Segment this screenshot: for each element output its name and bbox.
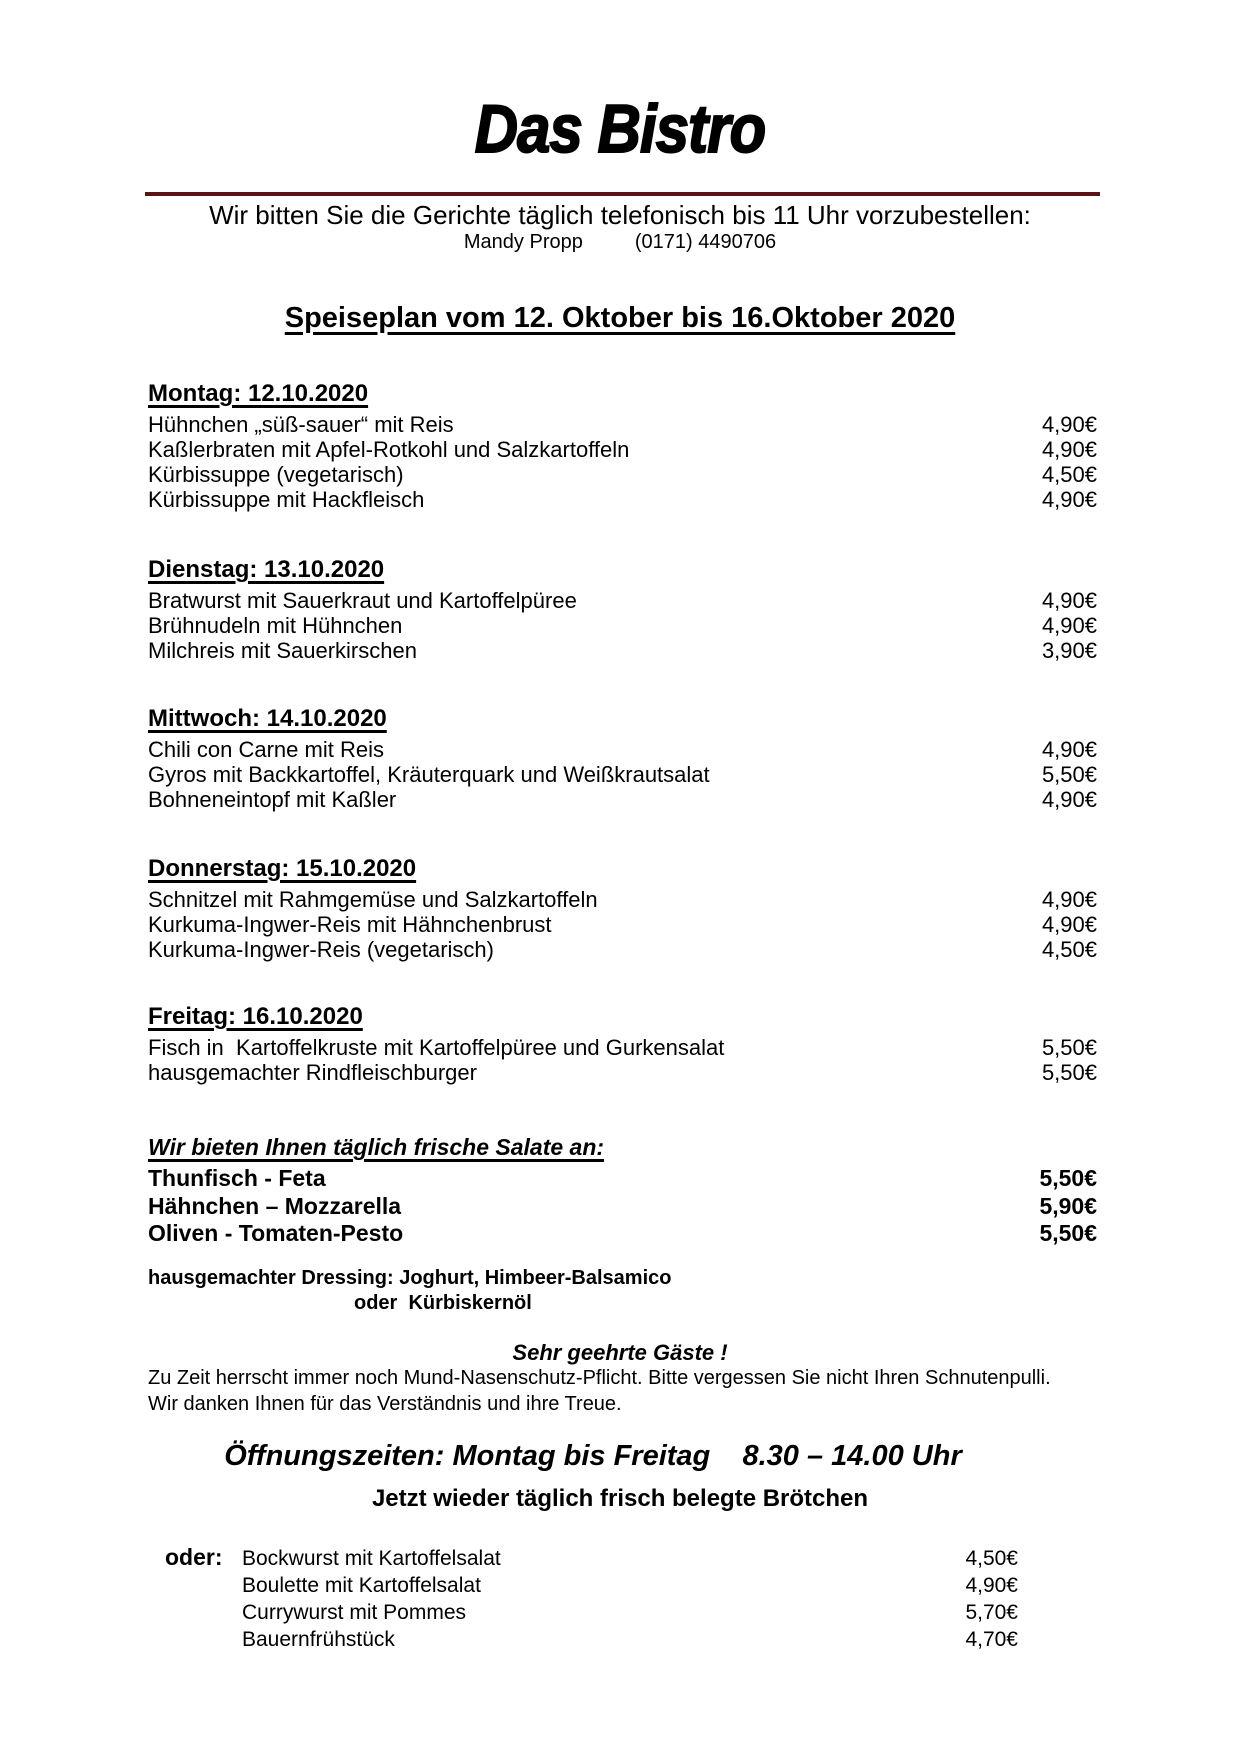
day-items [148, 588, 1097, 663]
menu-item-price: 4,90€ [1041, 412, 1097, 437]
menu-item-row [148, 937, 1097, 962]
day-header: Montag: 12.10.2020 [148, 380, 369, 407]
contact-phone: (0171) 4490706 [634, 231, 777, 253]
broetchen-line: Jetzt wieder täglich frisch belegte Brötchen [371, 1485, 869, 1512]
salad-item-price: 5,50€ [1039, 1165, 1097, 1191]
salads-section [148, 1133, 1097, 1248]
menu-item-price: 4,90€ [1041, 787, 1097, 812]
menu-item-row [148, 588, 1097, 613]
extra-item-row [242, 1572, 1018, 1599]
extras-items [242, 1545, 1018, 1653]
dressing-line1: hausgemachter Dressing: Joghurt, Himbeer-Balsamico [148, 1267, 672, 1289]
menu-item-price: 4,90€ [1041, 737, 1097, 762]
day-items [148, 412, 1097, 512]
menu-item-name: Kaßlerbraten mit Apfel-Rotkohl und Salzkartoffeln [148, 437, 630, 462]
menu-item-row [148, 437, 1097, 462]
extra-item-row [242, 1626, 1018, 1653]
mask-notice-line1: Zu Zeit herrscht immer noch Mund-Nasenschutz-Pflicht. Bitte vergessen Sie nicht Ihren Schnutenpulli. [148, 1367, 1051, 1389]
salad-item-row [148, 1220, 1097, 1248]
menu-item-price: 4,90€ [1041, 887, 1097, 912]
guest-salutation: Sehr geehrte Gäste ! [512, 1340, 728, 1365]
menu-item-name: Chili con Carne mit Reis [148, 737, 384, 762]
salad-item-name: Thunfisch - Feta [148, 1165, 326, 1191]
day-section-donnerstag [148, 855, 1097, 962]
day-section-freitag [148, 1003, 1097, 1085]
menu-item-name: Brühnudeln mit Hühnchen [148, 613, 403, 638]
salad-item-name: Hähnchen – Mozzarella [148, 1192, 402, 1219]
extra-item-name: Boulette mit Kartoffelsalat [242, 1574, 481, 1597]
extra-item-price: 4,90€ [965, 1574, 1018, 1597]
menu-item-row [148, 1035, 1097, 1060]
menu-item-name: Kurkuma-Ingwer-Reis (vegetarisch) [148, 937, 494, 962]
day-header: Freitag: 16.10.2020 [148, 1003, 363, 1030]
menu-item-price: 4,50€ [1041, 462, 1097, 487]
menu-item-name: Schnitzel mit Rahmgemüse und Salzkartoffeln [148, 887, 598, 912]
extra-item-name: Bauernfrühstück [242, 1628, 395, 1651]
menu-item-row [148, 462, 1097, 487]
salad-items [148, 1165, 1097, 1248]
menu-item-row [148, 787, 1097, 812]
contact-line [0, 231, 1240, 254]
mask-notice-line2: Wir danken Ihnen für das Verständnis und ihre Treue. [148, 1392, 622, 1415]
menu-item-row [148, 1060, 1097, 1085]
extra-item-price: 4,50€ [965, 1547, 1018, 1570]
menu-item-price: 4,90€ [1041, 588, 1097, 613]
salad-item-row [148, 1193, 1097, 1221]
preorder-note: Wir bitten Sie die Gerichte täglich telefonisch bis 11 Uhr vorzubestellen: [209, 200, 1031, 230]
menu-item-price: 3,90€ [1041, 638, 1097, 663]
extra-item-price: 5,70€ [965, 1601, 1018, 1624]
menu-item-name: Hühnchen „süß-sauer“ mit Reis [148, 412, 454, 437]
plan-heading: Speiseplan vom 12. Oktober bis 16.Oktober 2020 [284, 302, 956, 334]
extra-item-name: Currywurst mit Pommes [242, 1601, 467, 1624]
mask-notice [148, 1366, 1148, 1417]
menu-item-row [148, 613, 1097, 638]
menu-item-price: 5,50€ [1041, 762, 1097, 787]
restaurant-title-wrap [0, 91, 1240, 167]
menu-item-name: Bohneneintopf mit Kaßler [148, 787, 397, 812]
menu-item-price: 5,50€ [1041, 1035, 1097, 1060]
extras-prefix: oder: [165, 1544, 223, 1570]
menu-item-name: Kürbissuppe (vegetarisch) [148, 462, 404, 487]
extra-item-name: Bockwurst mit Kartoffelsalat [242, 1547, 501, 1570]
extra-item-row [242, 1545, 1018, 1572]
day-items [148, 887, 1097, 962]
restaurant-title: Das Bistro [474, 91, 766, 167]
menu-item-name: Fisch in Kartoffelkruste mit Kartoffelpüree und Gurkensalat [148, 1035, 725, 1060]
salad-item-price: 5,90€ [1039, 1192, 1097, 1219]
menu-item-price: 5,50€ [1041, 1060, 1097, 1085]
day-header: Donnerstag: 15.10.2020 [148, 855, 417, 882]
salad-item-price: 5,50€ [1039, 1220, 1097, 1246]
salads-heading: Wir bieten Ihnen täglich frische Salate an: [148, 1134, 605, 1160]
day-header: Dienstag: 13.10.2020 [148, 556, 385, 583]
dressing-line2: oder Kürbiskernöl [354, 1292, 532, 1314]
menu-item-name: Kurkuma-Ingwer-Reis mit Hähnchenbrust [148, 912, 552, 937]
day-items [148, 737, 1097, 812]
menu-item-price: 4,50€ [1041, 937, 1097, 962]
menu-item-price: 4,90€ [1041, 912, 1097, 937]
day-items [148, 1035, 1097, 1085]
menu-item-row [148, 638, 1097, 663]
header-rule [145, 192, 1100, 196]
menu-item-name: hausgemachter Rindfleischburger [148, 1060, 477, 1085]
contact-name: Mandy Propp [463, 231, 583, 253]
menu-item-row [148, 487, 1097, 512]
salad-item-row [148, 1165, 1097, 1193]
menu-item-name: Gyros mit Backkartoffel, Kräuterquark und Weißkrautsalat [148, 762, 710, 787]
dressing-note [148, 1266, 1097, 1316]
menu-item-row [148, 412, 1097, 437]
day-section-mittwoch [148, 705, 1097, 812]
menu-item-price: 4,90€ [1041, 613, 1097, 638]
day-section-montag [148, 380, 1097, 512]
menu-item-row [148, 912, 1097, 937]
salad-item-name: Oliven - Tomaten-Pesto [148, 1220, 404, 1246]
day-section-dienstag [148, 556, 1097, 663]
opening-hours: Öffnungszeiten: Montag bis Freitag 8.30 – 14.00 Uhr [224, 1440, 962, 1472]
menu-item-name: Kürbissuppe mit Hackfleisch [148, 487, 425, 512]
extra-item-price: 4,70€ [965, 1628, 1018, 1651]
menu-item-row [148, 737, 1097, 762]
menu-item-price: 4,90€ [1041, 487, 1097, 512]
menu-item-row [148, 762, 1097, 787]
menu-item-name: Milchreis mit Sauerkirschen [148, 638, 417, 663]
day-header: Mittwoch: 14.10.2020 [148, 705, 387, 732]
menu-item-price: 4,90€ [1041, 437, 1097, 462]
menu-item-row [148, 887, 1097, 912]
extra-item-row [242, 1599, 1018, 1626]
menu-item-name: Bratwurst mit Sauerkraut und Kartoffelpüree [148, 588, 577, 613]
